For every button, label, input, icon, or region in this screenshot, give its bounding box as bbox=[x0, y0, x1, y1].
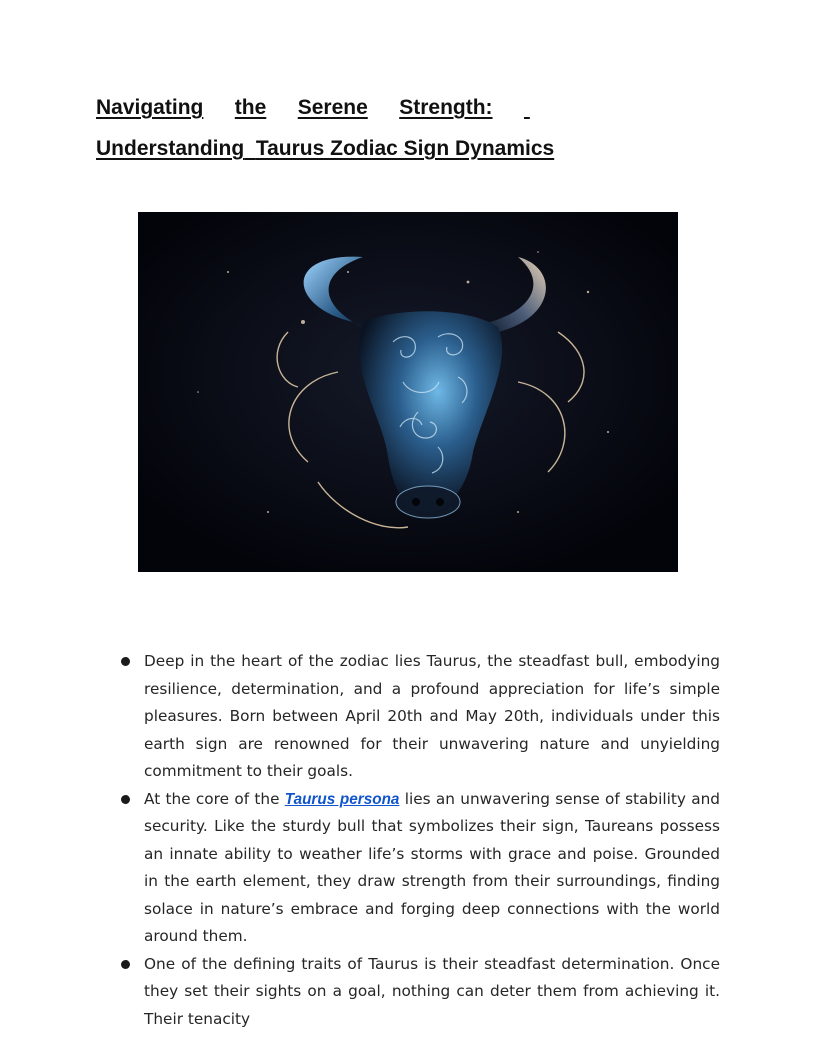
list-item bbox=[144, 648, 720, 786]
bullet-dot bbox=[121, 657, 130, 666]
title-underline-pad bbox=[524, 96, 720, 120]
bullet-text: One of the defining traits of Taurus is their steadfast determination. Once they set their sights on a goal, nothing can deter them from achieving it. Their tenacity bbox=[144, 954, 720, 1028]
title-word: the bbox=[234, 96, 267, 119]
bull-illustration bbox=[138, 212, 678, 572]
title-word: Strength: bbox=[399, 96, 493, 119]
bullet-list bbox=[144, 648, 720, 1033]
title-line-2 bbox=[96, 137, 720, 161]
title-prefix: Understanding bbox=[96, 137, 245, 160]
list-item bbox=[144, 951, 720, 1034]
bullet-text: Deep in the heart of the zodiac lies Taurus, the steadfast bull, embodying resilience, determination, and a profound appreciation for life’s simple pleasures. Born between April 20th and May 20th, individuals under this earth sign are renowned for their unwavering nature and unyielding commitment to their goals. bbox=[144, 652, 720, 780]
title-link[interactable]: Taurus Zodiac Sign Dynamics bbox=[255, 137, 555, 160]
bullet-dot bbox=[121, 960, 130, 969]
bullet-dot bbox=[121, 795, 130, 804]
title-line-1 bbox=[96, 96, 720, 120]
bullet-text-after: lies an unwavering sense of stability and security. Like the sturdy bull that symbolizes their sign, Taureans possess an innate ability to weather life’s storms with grace and poise. Grounded in the earth element, they draw strength from their surroundings, finding solace in nature’s embrace and forging deep connections with the world around them. bbox=[144, 789, 721, 945]
title-word: Serene bbox=[297, 96, 368, 119]
title-word: Navigating bbox=[96, 96, 204, 119]
taurus-persona-link[interactable]: Taurus persona bbox=[284, 790, 400, 808]
bullet-text-before: At the core of the bbox=[144, 789, 285, 808]
taurus-bull-image bbox=[138, 212, 678, 572]
list-item bbox=[144, 786, 720, 951]
